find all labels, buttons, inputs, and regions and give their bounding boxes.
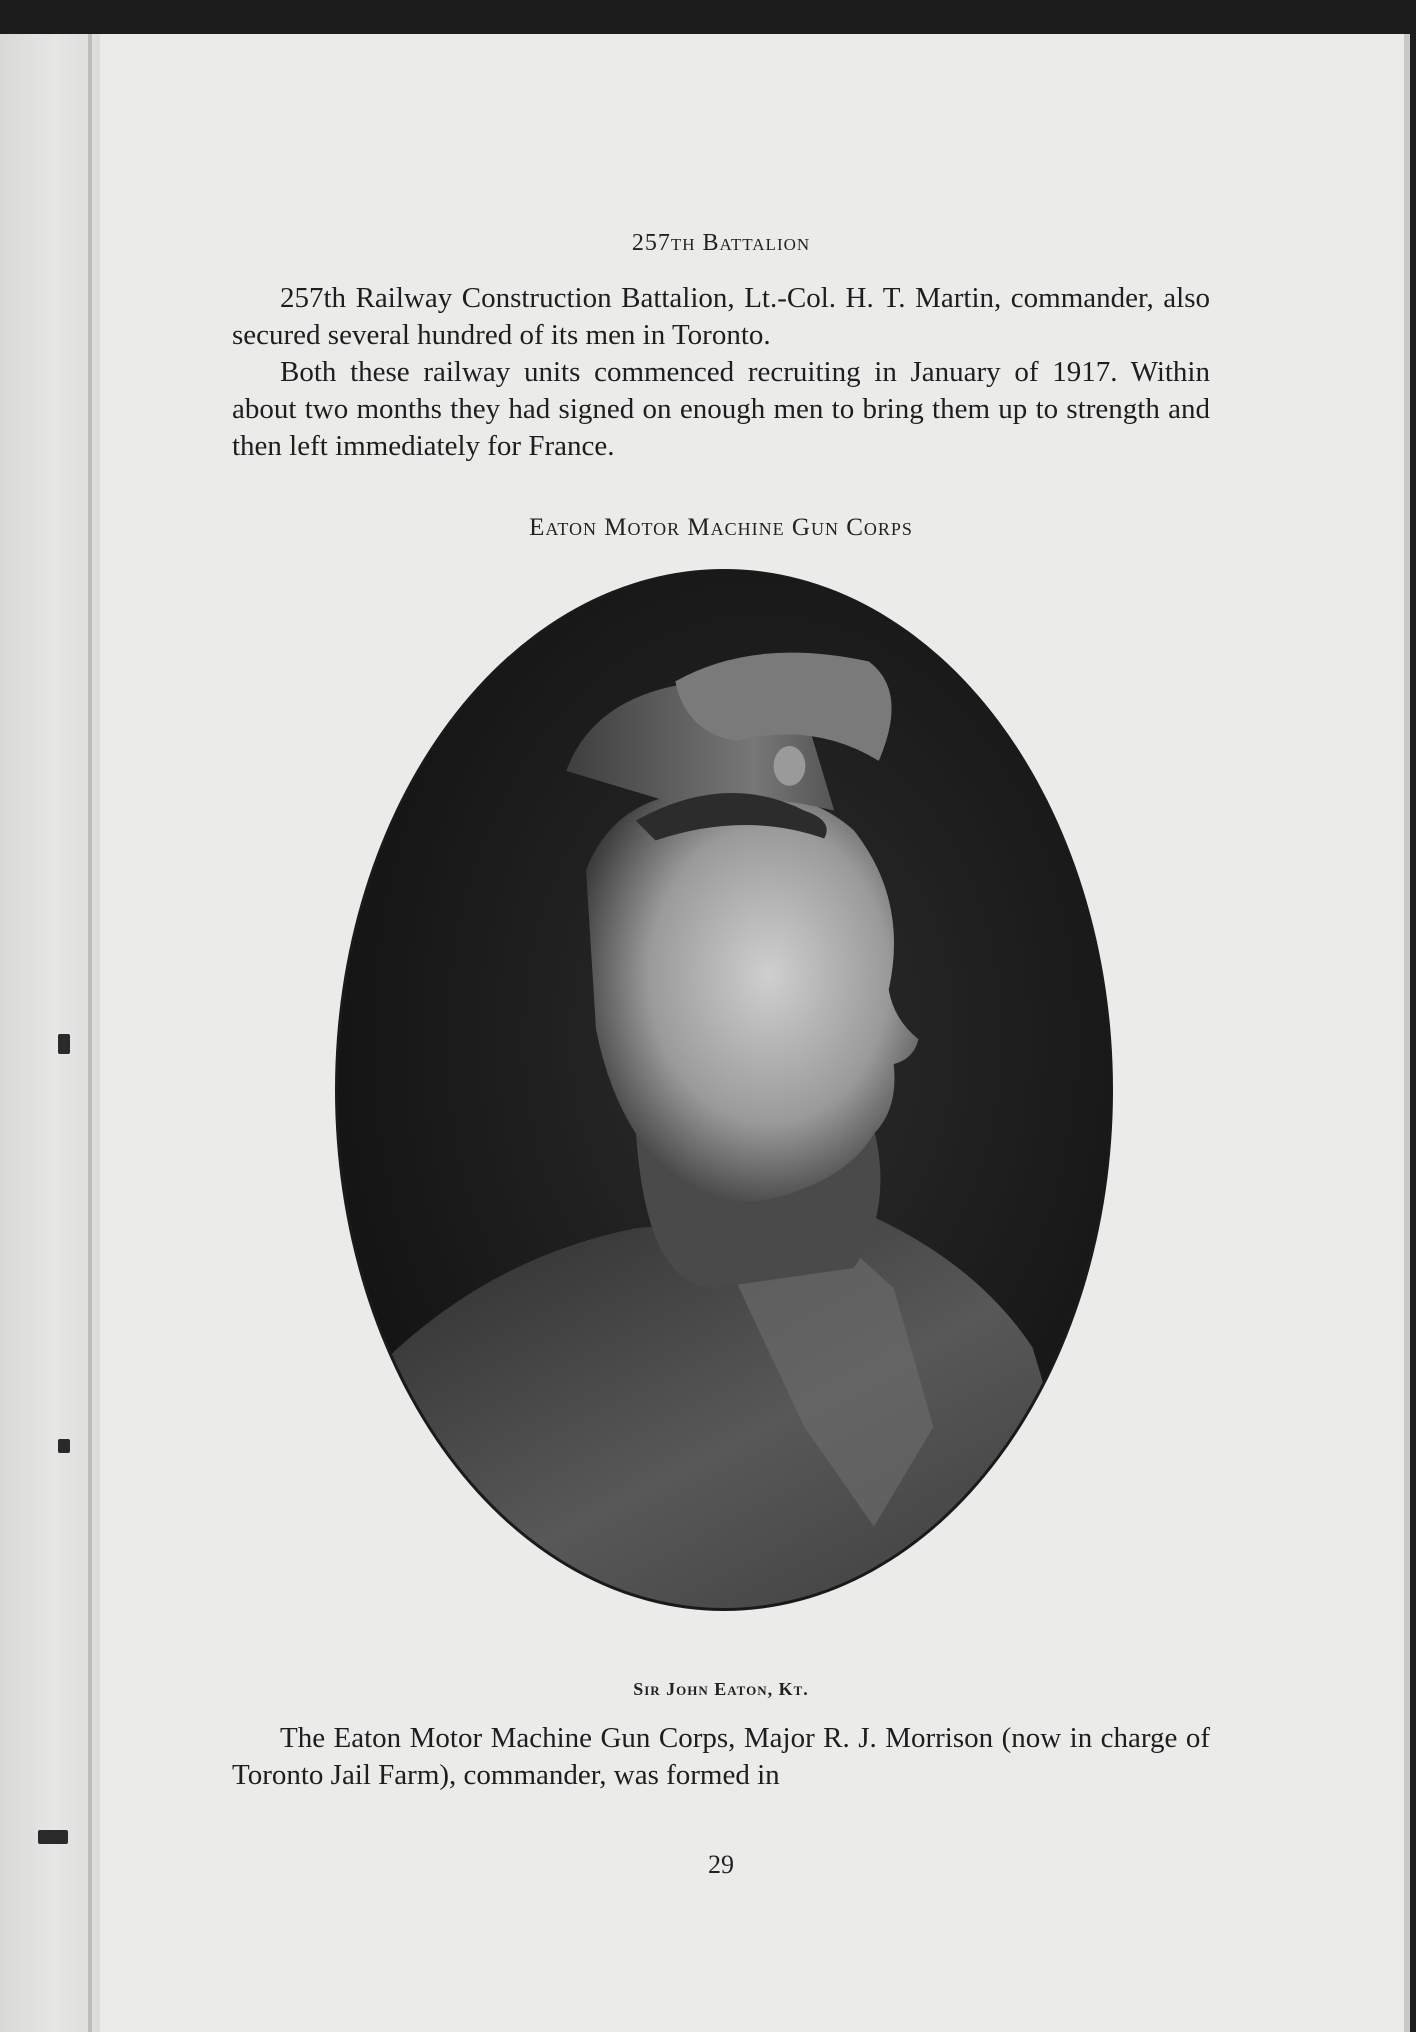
- section2-body: [232, 1720, 1210, 1794]
- section-heading-257th-battalion: 257th Battalion: [631, 230, 811, 256]
- photo-caption: Sir John Eaton, Kt.: [633, 1679, 809, 1699]
- page-gutter: [0, 34, 100, 2032]
- paragraph-eaton-corps: The Eaton Motor Machine Gun Corps, Major R. J. Morrison (now in charge of Toronto Jail Farm), commander, was formed in: [232, 1722, 1210, 1791]
- page-edge: [1404, 34, 1410, 2032]
- portrait-illustration: [338, 572, 1110, 1608]
- paragraph-257th-railway: 257th Railway Construction Battalion, Lt.-Col. H. T. Martin, commander, also secured several hundred of its men in Toronto.: [232, 282, 1210, 351]
- binding-stitch: [58, 1439, 70, 1453]
- book-page: [0, 34, 1410, 2032]
- section1-body: [232, 280, 1210, 465]
- gutter-line: [88, 34, 92, 2032]
- portrait-photo: [335, 569, 1113, 1611]
- binding-stitch: [38, 1830, 68, 1844]
- paragraph-railway-units: Both these railway units commenced recruiting in January of 1917. Within about two months they had signed on enough men to bring them up to strength and then left immediately for France.: [232, 356, 1210, 462]
- section-heading-eaton-corps: Eaton Motor Machine Gun Corps: [529, 514, 913, 541]
- binding-stitch: [58, 1034, 70, 1054]
- page-number: 29: [708, 1850, 734, 1879]
